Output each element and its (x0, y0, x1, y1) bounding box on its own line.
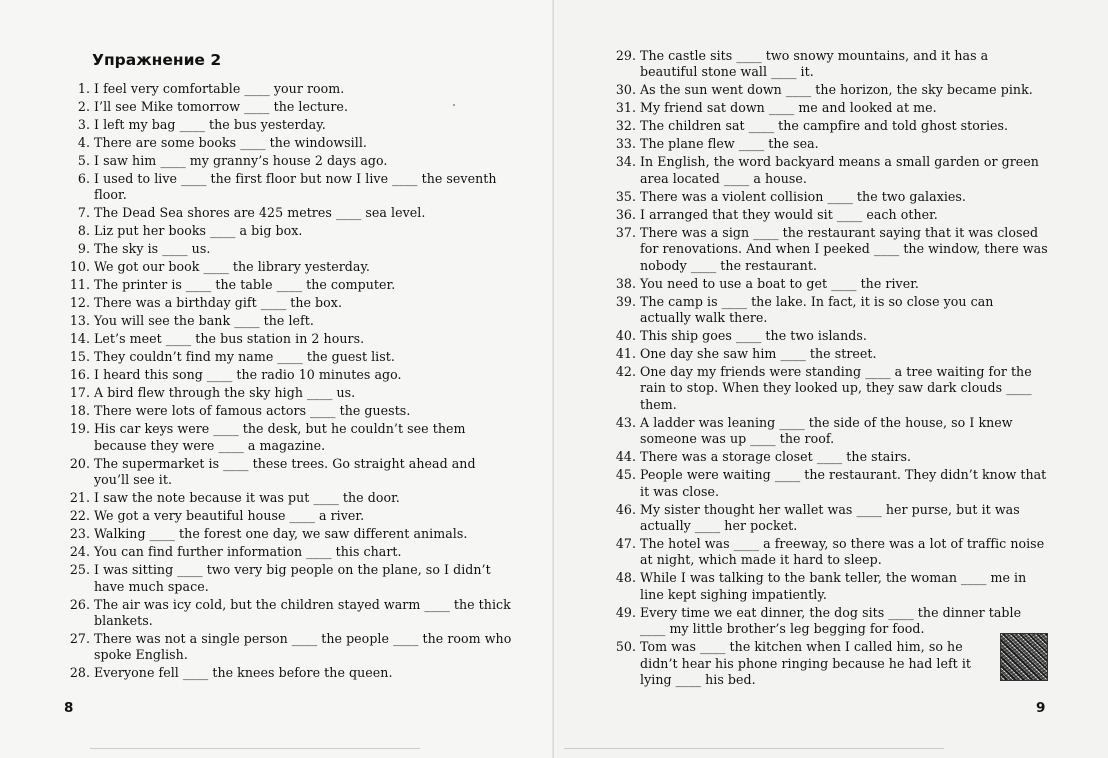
exercise-item (610, 82, 1048, 98)
exercise-item (610, 415, 1048, 448)
item-number: 44. (615, 449, 636, 465)
item-text: The printer is ____ the table ____ the computer. (94, 277, 396, 293)
item-text: They couldn’t find my name ____ the guest list. (94, 349, 395, 365)
exercise-item (64, 205, 512, 221)
item-text: The camp is ____ the lake. In fact, it is so close you can actually walk there. (640, 293, 994, 326)
exercise-item (64, 597, 512, 630)
item-number: 12. (69, 295, 90, 311)
item-text: We got our book ____ the library yesterday. (94, 259, 370, 275)
exercise-item (610, 294, 1048, 327)
item-number: 2. (77, 99, 90, 114)
item-number: 4. (77, 135, 90, 150)
item-number: 50. (615, 639, 636, 655)
item-number: 41. (615, 346, 636, 362)
exercise-item (610, 639, 980, 688)
item-text: The Dead Sea shores are 425 metres ____ sea level. (94, 205, 426, 221)
exercise-item (610, 346, 1048, 362)
item-text: There was a storage closet ____ the stairs. (640, 449, 912, 465)
exercise-list-left (64, 81, 512, 683)
item-text: Every time we eat dinner, the dog sits ____ the dinner table ____ my little brother’s leg begging for food. (640, 604, 1022, 637)
exercise-item (610, 467, 1048, 500)
item-number: 8. (77, 223, 90, 239)
page-edge-line (564, 748, 944, 749)
item-number: 20. (69, 455, 90, 471)
item-text: I used to live ____ the first floor but now I live ____ the seventh floor. (94, 171, 497, 203)
exercise-item (64, 421, 512, 454)
exercise-item (610, 118, 1048, 134)
item-text: One day she saw him ____ the street. (640, 346, 877, 362)
item-number: 40. (615, 328, 636, 344)
item-number: 38. (615, 275, 636, 291)
exercise-item (610, 570, 1048, 603)
right-page (554, 0, 1108, 758)
item-number: 5. (77, 153, 90, 168)
item-number: 29. (615, 48, 636, 63)
exercise-item (610, 449, 1048, 465)
exercise-item (610, 502, 1048, 535)
exercise-item (64, 403, 512, 419)
item-text: I saw him ____ my granny’s house 2 days ago. (94, 153, 388, 168)
item-number: 43. (615, 414, 636, 430)
item-text: There was a sign ____ the restaurant saying that it was closed for renovations. And when I peeked ____ the window, there was nobody ____ the restaurant. (640, 224, 1048, 273)
exercise-item (610, 48, 1048, 81)
item-text: My sister thought her wallet was ____ her purse, but it was actually ____ her pocket. (640, 501, 1020, 534)
item-text: You need to use a boat to get ____ the river. (640, 275, 919, 291)
item-text: The plane flew ____ the sea. (640, 136, 819, 152)
item-number: 42. (615, 364, 636, 380)
item-text: One day my friends were standing ____ a tree waiting for the rain to stop. When they looked up, they saw dark clouds ____ them. (640, 364, 1032, 412)
exercise-item (64, 295, 512, 311)
item-number: 14. (69, 331, 90, 347)
item-number: 22. (69, 508, 90, 524)
item-number: 18. (69, 403, 90, 419)
exercise-item (64, 544, 512, 560)
page-number-right: 9 (1036, 700, 1046, 716)
exercise-item (610, 154, 1048, 187)
exercise-item (64, 135, 512, 151)
item-number: 49. (615, 604, 636, 620)
exercise-item (64, 508, 512, 524)
item-text: The supermarket is ____ these trees. Go straight ahead and you’ll see it. (94, 455, 476, 488)
item-number: 6. (77, 171, 90, 186)
item-number: 35. (615, 188, 636, 204)
item-text: Everyone fell ____ the knees before the queen. (94, 665, 393, 681)
item-text: A ladder was leaning ____ the side of the house, so I knew someone was up ____ the roof. (640, 414, 1013, 447)
item-number: 15. (69, 349, 90, 365)
item-number: 37. (615, 224, 636, 240)
item-number: 9. (77, 241, 90, 257)
exercise-item (610, 136, 1048, 152)
exercise-item (64, 331, 512, 347)
exercise-item (64, 223, 512, 239)
exercise-item (610, 189, 1048, 205)
item-text: There was a birthday gift ____ the box. (94, 295, 343, 311)
item-number: 32. (615, 118, 636, 134)
item-text: You will see the bank ____ the left. (94, 313, 314, 329)
item-number: 47. (615, 536, 636, 552)
item-text: I’ll see Mike tomorrow ____ the lecture. (94, 99, 348, 114)
item-text: Liz put her books ____ a big box. (94, 223, 303, 239)
item-number: 1. (77, 81, 90, 96)
item-number: 19. (69, 421, 90, 437)
item-text: There were lots of famous actors ____ the guests. (94, 403, 411, 419)
item-text: The air was icy cold, but the children stayed warm ____ the thick blankets. (94, 596, 511, 629)
qr-code-icon[interactable] (1000, 633, 1048, 681)
item-number: 26. (69, 596, 90, 612)
exercise-item (64, 349, 512, 365)
item-text: We got a very beautiful house ____ a river. (94, 508, 365, 524)
item-text: Walking ____ the forest one day, we saw different animals. (94, 526, 468, 542)
exercise-item (610, 207, 1048, 223)
exercise-item (64, 385, 512, 401)
item-number: 11. (69, 277, 90, 293)
page-number-left: 8 (64, 700, 74, 716)
item-text: The hotel was ____ a freeway, so there was a lot of traffic noise at night, which made it hard to sleep. (640, 536, 1045, 568)
item-number: 48. (615, 570, 636, 586)
item-text: I left my bag ____ the bus yesterday. (94, 117, 326, 132)
item-text: This ship goes ____ the two islands. (640, 328, 867, 344)
exercise-item (64, 81, 512, 97)
item-text: I arranged that they would sit ____ each other. (640, 206, 938, 222)
item-text: In English, the word backyard means a small garden or green area located ____ a house. (640, 154, 1039, 186)
item-number: 34. (615, 154, 636, 170)
item-number: 30. (615, 82, 636, 98)
exercise-item (64, 456, 512, 489)
item-text: I saw the note because it was put ____ the door. (94, 490, 400, 506)
exercise-item (64, 313, 512, 329)
item-text: Tom was ____ the kitchen when I called him, so he didn’t hear his phone ringing because he had left it lying ____ his bed. (640, 639, 972, 688)
item-text: I feel very comfortable ____ your room. (94, 81, 345, 96)
item-text: As the sun went down ____ the horizon, the sky became pink. (640, 82, 1033, 98)
item-number: 3. (77, 117, 90, 132)
exercise-item (64, 241, 512, 257)
item-number: 33. (615, 136, 636, 152)
item-number: 10. (69, 259, 90, 275)
exercise-item (610, 100, 1048, 116)
exercise-item (64, 526, 512, 542)
exercise-item (64, 171, 512, 204)
item-number: 31. (615, 100, 636, 116)
item-number: 25. (69, 562, 90, 578)
item-text: A bird flew through the sky high ____ us. (94, 385, 356, 401)
item-text: I was sitting ____ two very big people on the plane, so I didn’t have much space. (94, 562, 491, 594)
item-number: 36. (615, 206, 636, 222)
item-number: 16. (69, 367, 90, 383)
item-number: 46. (615, 501, 636, 517)
page-edge-line (90, 748, 420, 749)
exercise-item (610, 225, 1048, 274)
item-text: My friend sat down ____ me and looked at me. (640, 100, 937, 116)
item-number: 23. (69, 526, 90, 542)
exercise-item (610, 536, 1048, 569)
item-number: 24. (69, 544, 90, 560)
item-number: 45. (615, 467, 636, 483)
item-text: There was a violent collision ____ the two galaxies. (640, 188, 966, 204)
item-text: There are some books ____ the windowsill. (94, 135, 367, 150)
item-text: Let’s meet ____ the bus station in 2 hours. (94, 331, 365, 347)
item-number: 7. (77, 205, 90, 221)
exercise-title: Упражнение 2 (92, 51, 222, 69)
exercise-item (64, 117, 512, 133)
item-text: People were waiting ____ the restaurant. They didn’t know that it was close. (640, 467, 1047, 499)
item-number: 28. (69, 665, 90, 681)
item-number: 17. (69, 385, 90, 401)
item-number: 21. (69, 490, 90, 506)
item-number: 13. (69, 313, 90, 329)
exercise-item (64, 153, 512, 169)
exercise-list-right (610, 48, 1048, 690)
exercise-item (64, 665, 512, 681)
exercise-item (64, 99, 512, 115)
item-text: While I was talking to the bank teller, the woman ____ me in line kept sighing impatiently. (640, 570, 1027, 602)
item-text: There was not a single person ____ the people ____ the room who spoke English. (94, 631, 512, 663)
item-text: His car keys were ____ the desk, but he couldn’t see them because they were ____ a magazine. (94, 421, 466, 453)
item-number: 27. (69, 631, 90, 647)
exercise-item (64, 277, 512, 293)
exercise-item (64, 259, 512, 275)
exercise-item (64, 490, 512, 506)
item-text: I heard this song ____ the radio 10 minutes ago. (94, 367, 402, 383)
exercise-item (610, 276, 1048, 292)
item-number: 39. (615, 293, 636, 309)
item-text: The castle sits ____ two snowy mountains, and it has a beautiful stone wall ____ it. (640, 48, 989, 80)
exercise-item (610, 605, 1048, 638)
exercise-item (64, 562, 512, 595)
exercise-item (610, 328, 1048, 344)
item-text: The children sat ____ the campfire and told ghost stories. (640, 118, 1009, 134)
item-text: You can find further information ____ this chart. (94, 544, 402, 560)
exercise-item (64, 367, 512, 383)
exercise-item (64, 631, 512, 664)
exercise-item (610, 364, 1048, 413)
item-text: The sky is ____ us. (94, 241, 211, 257)
